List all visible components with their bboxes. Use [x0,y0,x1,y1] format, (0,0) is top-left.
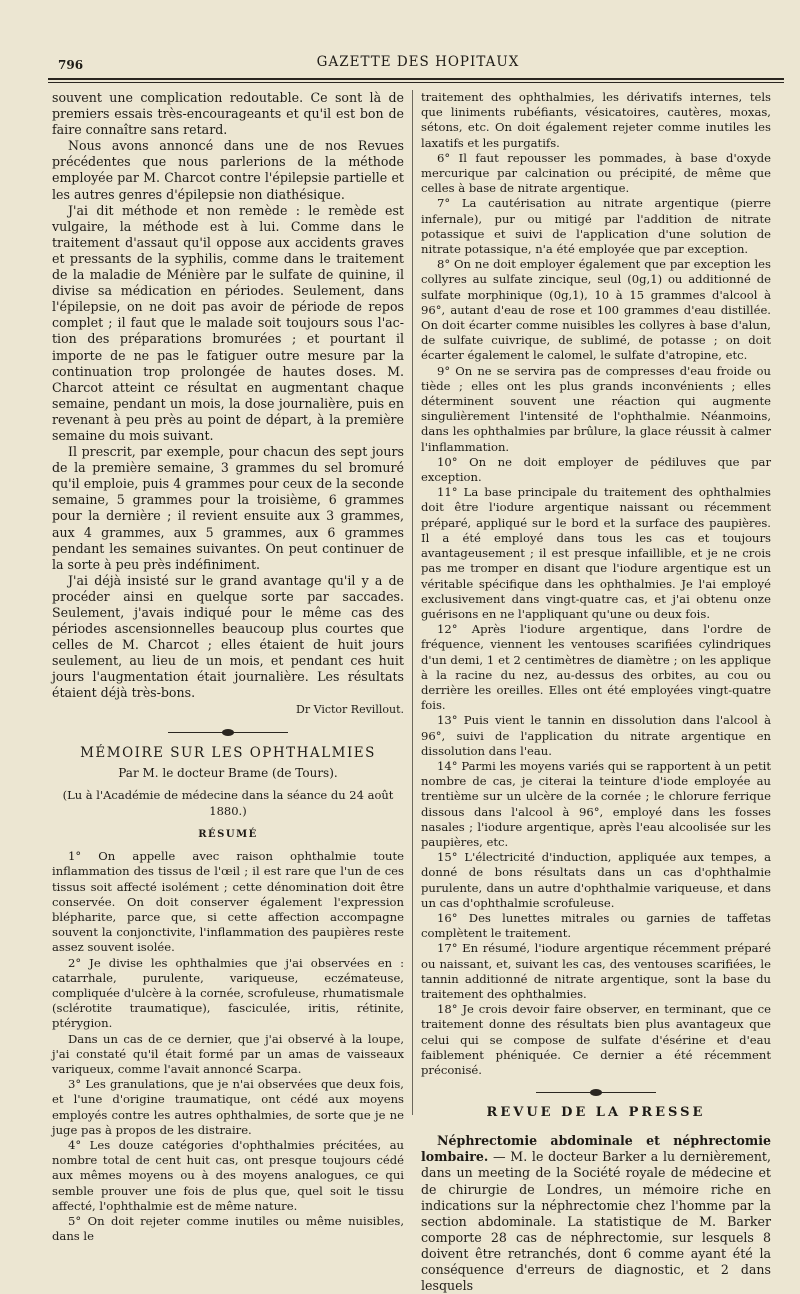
article-note: (Lu à l'Académie de médecine dans la séance du 24 août 1880.) [62,787,394,818]
header-rule-thin [48,82,784,83]
list-item: 6° Il faut repousser les pommades, à base d'oxyde mercurique par calcination ou précipité, de même que celles à base de nitrate argentique. [421,150,771,196]
paragraph: J'ai déjà insisté sur le grand avantage qu'il y a de procéder ainsi en quelque sorte par saccades. Seulement, j'avais indiqué pour le même cas des périodes ascensionnelles beaucoup plus courtes que celles de M. Charcot ; elles étaient de huit jours seulement, au lieu de un mois, et pendant ces huit jours l'augmentation était journalière. Les résultats étaient déjà très-bons. [52,572,404,701]
press-paragraph [421,1133,771,1294]
list-item: 7° La cautérisation au nitrate argentique (pierre infernale), pur ou mitigé par l'addition de nitrate potassique et suivi de l'application d'une solution de nitrate potassique, n'a été employée que par exception. [421,196,771,257]
list-item: 9° On ne se servira pas de compresses d'eau froide ou tiède ; elles ont les plus grands inconvénients ; elles déterminent souvent une réaction qui augmente singulièrement l'intensité de l'ophthalmie. Néanmoins, dans les ophthalmies par brûlure, la glace réussit à calmer l'inflammation. [421,363,771,454]
list-item: 5° On doit rejeter comme inutiles ou même nuisibles, dans le [52,1214,404,1244]
left-column [52,90,404,1244]
list-item: 2° Je divise les ophthalmies que j'ai observées en : catarrhale, purulente, variqueuse, eczémateuse, compliquée d'ulcère à la cornée, scrofuleuse, rhumatismale (sclérotite traumatique), fasciculée, iritis, rétinite, ptérygion. [52,955,404,1031]
article-byline: Par M. le docteur Brame (de Tours). [118,765,338,780]
list-item: 13° Puis vient le tannin en dissolution dans l'alcool à 96°, suivi de l'application du nitrate argentique en dissolution dans l'eau. [421,713,771,758]
list-item: 3° Les granulations, que je n'ai observées que deux fois, et l'une d'origine traumatique, ont cédé aux moyens employés contre les autres ophthalmies, de sorte que je ne juge pas à propos de les distraire. [52,1077,404,1137]
page-header [58,52,778,74]
column-divider [412,90,413,1115]
resume-heading: RÉSUMÉ [198,829,258,841]
list-item: 17° En résumé, l'iodure argentique récemment préparé ou naissant, et, suivant les cas, des ventouses scarifiées, le tannin additionné de nitrate argentique, sont la base du traitement des ophthalmies. [421,941,771,1001]
list-item: 15° L'électricité d'induction, appliquée aux tempes, a donné de bons résultats dans un cas d'ophthalmie purulente, dans un autre d'ophthalmie variqueuse, et dans un cas d'ophthalmie scrofuleuse. [421,850,771,910]
list-item: traitement des ophthalmies, les dérivatifs internes, tels que liniments rubéfiants, vésicatoires, cautères, moxas, sétons, etc. On doit également rejeter comme inutiles les laxatifs et les purgatifs. [421,90,771,150]
list-item: 8° On ne doit employer également que par exception les collyres au sulfate zincique, seul (0g,1) ou additionné de sulfate morphinique (0g,1), 10 à 15 grammes d'alcool à 96°, autant d'eau de rose et 100 grammes d'eau distillée. On doit écarter comme nuisibles les collyres à base d'alun, de sulfate cuivrique, de sublimé, de potasse ; on doit écarter également le calomel, le sulfate d'atropine, etc. [421,257,771,363]
list-item: 12° Après l'iodure argentique, dans l'ordre de fréquence, viennent les ventouses scarifiées cylindriques d'un demi, 1 et 2 centimètres de diamètre ; on les applique à la racine du nez, au-dessus des orbites, au cou ou derrière les oreilles. Elles ont été employées vingt-quatre fois. [421,622,771,713]
signature: Dr Victor Revillout. [296,702,404,716]
paragraph: Nous avons annoncé dans une de nos Revues précédentes que nous parlerions de la méthode employée par M. Charcot contre l'épilepsie partielle et les autres genres d'épilepsie non diathésique. [52,138,404,202]
article-title: MÉMOIRE SUR LES OPHTHALMIES [80,744,376,761]
list-item: Dans un cas de ce dernier, que j'ai observé à la loupe, j'ai constaté qu'il était formé par un amas de vaisseaux variqueux, comme l'avait annoncé Scarpa. [52,1031,404,1076]
list-item: 18° Je crois devoir faire observer, en terminant, que ce traitement donne des résultats bien plus avantageux que celui qui se compose de sulfate d'ésérine et d'eau faiblement phéniquée. Ce dernier a été récemment préconisé. [421,1002,771,1077]
section-separator [536,1092,656,1093]
list-item: 4° Les douze catégories d'ophthalmies précitées, au nombre total de cent huit cas, ont presque toujours cédé aux mêmes moyens ou à des moyens analogues, ce qui semble prouver une fois de plus que, quel soit le tissu affecté, l'ophthalmie est de même nature. [52,1137,404,1213]
paragraph: souvent une complication redoutable. Ce sont là de premiers essais très-encourageants et qu'il est bon de faire connaître sans retard. [52,90,404,138]
separator-ornament-icon [222,729,234,736]
section-separator [168,732,288,733]
press-text: — M. le docteur Barker a lu dernièrement, dans un meeting de la Société royale de médecine et de chirurgie de Londres, un mémoire riche en indications sur la néphrectomie chez l'homme par la section abdominale. La statistique de M. Barker comporte 28 cas de néphrectomie, sur lesquels 8 doivent être retranchés, dont 6 comme ayant été la conséquence d'erreurs de diagnostic, et 2 dans lesquels [421,1149,771,1294]
list-item: 14° Parmi les moyens variés qui se rapportent à un petit nombre de cas, je citerai la teinture d'iode employée au trentième sur un ulcère de la cornée ; le chlorure ferrique dissous dans l'alcool à 96°, employé dans les fosses nasales ; l'iodure argentique, après l'eau alcoolisée sur les paupières, etc. [421,758,771,849]
list-item: 10° On ne doit employer de pédiluves que par exception. [421,454,771,485]
paragraph: Il prescrit, par exemple, pour chacun des sept jours de la première semaine, 3 grammes du sel bromuré qu'il emploie, puis 4 grammes pour ceux de la seconde semaine, 5 grammes pour la troisième, 6 grammes pour la dernière ; il revient ensuite aux 3 grammes, aux 4 grammes, aux 5 grammes, aux 6 grammes pendant les semaines suivantes. On peut continuer de la sorte à peu près indéfiniment. [52,444,404,572]
section-title: REVUE DE LA PRESSE [486,1105,706,1121]
separator-ornament-icon [590,1089,602,1096]
header-rule [48,78,784,80]
right-column [421,90,771,1294]
list-item: 16° Des lunettes mitrales ou garnies de taffetas complètent le traitement. [421,910,771,941]
running-title: GAZETTE DES HOPITAUX [316,54,520,70]
paragraph: J'ai dit méthode et non remède : le remède est vulgaire, la méthode est à lui. Comme dans le traitement d'assaut qu'il oppose aux accidents graves et pressants de la syphilis, comme dans le traitement de la maladie de Ménière par le sulfate de quinine, il divise sa médication en périodes. Seulement, dans l'épilepsie, on ne doit pas avoir de période de repos complet ; il faut que le malade soit toujours sous l'action des préparations bromurées ; et pourtant il importe de ne pas le fatiguer outre mesure par la continuation trop prolongée de hautes doses. M. Charcot atteint ce résultat en augmentant chaque semaine, pendant un mois, la dose journalière, puis en revenant à peu près au point de départ, à la première semaine du mois suivant. [52,202,404,443]
press-runin-title: Néphrectomie abdominale et néphrectomie lombaire. [421,1133,771,1165]
list-item: 11° La base principale du traitement des ophthalmies doit être l'iodure argentique naissant ou récemment préparé, appliqué sur le bord et la surface des paupières. Il a été employé dans tous les cas et toujours avantageusement ; il est presque infaillible, et je ne crois pas me tromper en disant que l'iodure argentique est un véritable spécifique dans les ophthalmies. Je l'ai employé exclusivement dans vingt-quatre cas, et j'ai obtenu onze guérisons en ne l'appliquant qu'une ou deux fois. [421,485,771,621]
page-number: 796 [58,58,84,72]
list-item: 1° On appelle avec raison ophthalmie toute inflammation des tissus de l'œil ; il est rare que l'un de ces tissus soit affecté isolément ; cette dénomination doit être conservée. On doit conserver également l'expression blépharite, parce que, si cette affection accompagne souvent la conjonctivite, l'inflammation des paupières reste assez souvent isolée. [52,849,404,955]
